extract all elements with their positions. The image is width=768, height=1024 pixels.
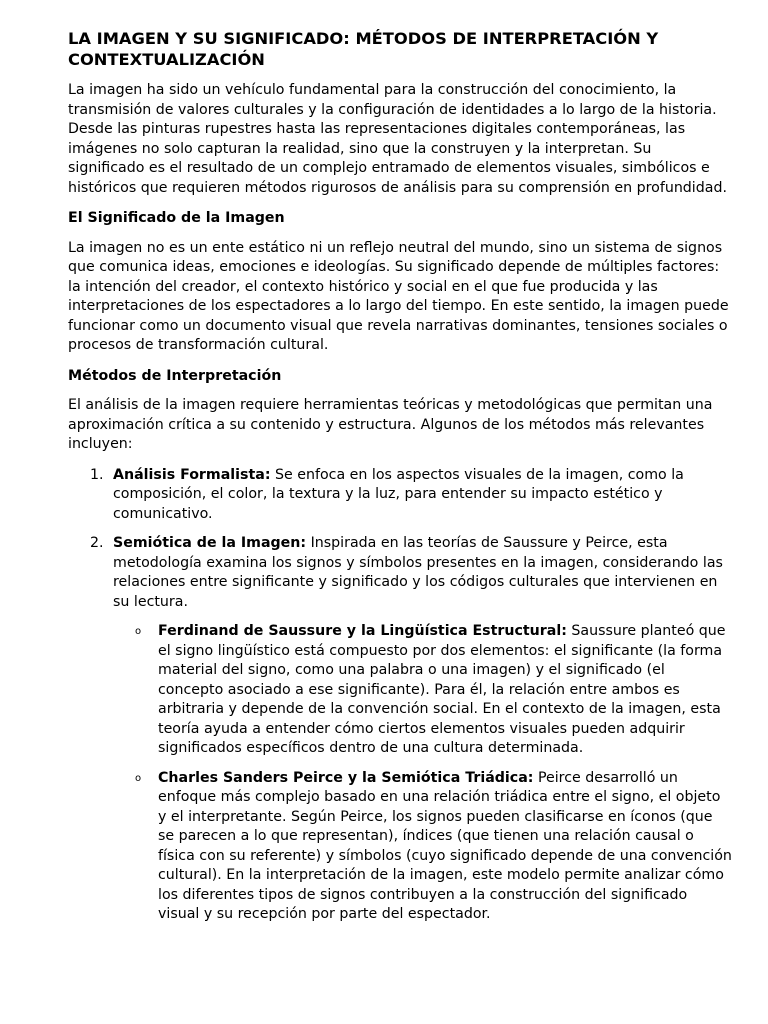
sublist-item [113, 622, 732, 759]
list-number: 2. [90, 535, 104, 551]
methods-list [68, 466, 732, 925]
sublist-item-text: Peirce desarrolló un enfoque más complejo basado en una relación triádica entre el signo, el objeto y el interpretante. Según Peirce, los signos pueden clasificarse en íconos (que se parecen a lo que representan), índices (que tienen una relación causal o física con su referente) y símbolos (cuyo significado depende de una convención cultural). En la interpretación de la imagen, este modelo permite analizar cómo los diferentes tipos de signos contribuyen a la construcción del significado visual y su recepción por parte del espectador. [158, 769, 732, 922]
sublist-item [113, 769, 732, 925]
document-page [68, 28, 732, 935]
list-number: 1. [90, 466, 104, 483]
semiotics-sublist [113, 622, 732, 925]
section-paragraph-significado: La imagen no es un ente estático ni un reflejo neutral del mundo, sino un sistema de signos que comunica ideas, emociones e ideologías. Su significado depende de múltiples factores: la intención del creador, el contexto histórico y social en el que fue producida y las interpretaciones de los espectadores a lo largo del tiempo. En este sentido, la imagen puede funcionar como un documento visual que revela narrativas dominantes, tensiones sociales o procesos de transformación cultural. [68, 239, 729, 353]
list-item [68, 534, 732, 925]
sublist-item-term: Ferdinand de Saussure y la Lingüística Estructural: [158, 623, 567, 639]
sublist-item-text: Saussure planteó que el signo lingüístico está compuesto por dos elementos: el significante (la forma material del signo, como una palabra o una imagen) y el significado (el concepto asociado a ese significante). Para él, la relación entre ambos es arbitraria y depende de la convención social. En el contexto de la imagen, esta teoría ayuda a entender cómo ciertos elementos visuales pueden adquirir significados específicos dentro de una cultura determinada. [158, 623, 726, 756]
list-item-term: Semiótica de la Imagen: [113, 535, 307, 551]
list-item [68, 466, 732, 525]
sublist-bullet: o [135, 626, 142, 637]
list-item-text: Inspirada en las teorías de Saussure y Peirce, esta metodología examina los signos y símbolos presentes en la imagen, considerando las relaciones entre significante y significado y los códigos culturales que intervienen en su lectura. [113, 535, 723, 610]
section-heading-significado: El Significado de la Imagen [68, 210, 285, 226]
sublist-bullet: o [135, 772, 142, 784]
section-heading-metodos: Métodos de Interpretación [68, 367, 282, 384]
sublist-item-term: Charles Sanders Peirce y la Semiótica Triádica: [158, 769, 534, 786]
list-item-term: Análisis Formalista: [113, 466, 271, 483]
document-title: LA IMAGEN Y SU SIGNIFICADO: MÉTODOS DE INTERPRETACIÓN Y CONTEXTUALIZACIÓN [68, 29, 659, 69]
section-paragraph-metodos: El análisis de la imagen requiere herramientas teóricas y metodológicas que permitan una aproximación crítica a su contenido y estructura. Algunos de los métodos más relevantes incluyen: [68, 397, 713, 452]
list-item-text: Se enfoca en los aspectos visuales de la imagen, como la composición, el color, la textura y la luz, para entender su impacto estético y comunicativo. [113, 466, 684, 522]
intro-paragraph: La imagen ha sido un vehículo fundamental para la construcción del conocimiento, la transmisión de valores culturales y la configuración de identidades a lo largo de la historia. Desde las pinturas rupestres hasta las representaciones digitales contemporáneas, las imágenes no solo capturan la realidad, sino que la construyen y la interpretan. Su significado es el resultado de un complejo entramado de elementos visuales, simbólicos e históricos que requieren métodos rigurosos de análisis para su comprensión en profundidad. [68, 82, 727, 196]
